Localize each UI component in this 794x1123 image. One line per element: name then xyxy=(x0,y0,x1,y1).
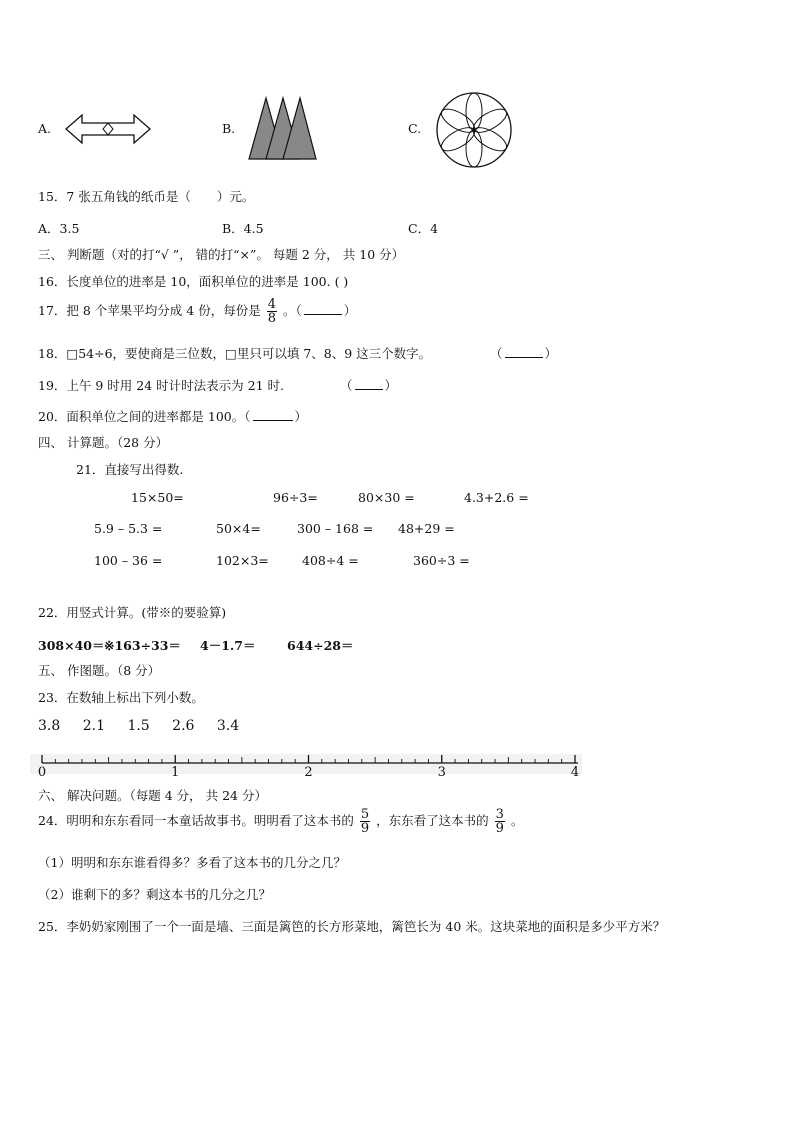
q16-text: 16．长度单位的进率是 10，面积单位的进率是 100. ( ) xyxy=(38,274,349,289)
option-a-label: A. xyxy=(38,121,52,136)
q23-decimals xyxy=(38,718,239,734)
q20 xyxy=(38,407,307,425)
section6-title: 六、 解决问题。（每题 4 分， 共 24 分） xyxy=(38,788,267,803)
q22-item-3: 4－1.7＝ xyxy=(200,638,256,653)
calc-r1c2: 96÷3= xyxy=(273,490,318,505)
tick-label-2: 2 xyxy=(304,765,313,780)
q24-frac1-den: 9 xyxy=(360,821,370,836)
q17-answer-blank[interactable] xyxy=(304,302,342,315)
circle-petals-figure xyxy=(434,90,514,170)
tick-label-3: 3 xyxy=(437,765,446,780)
option-c-label: C. xyxy=(408,121,422,136)
option-b-label: B. xyxy=(222,121,236,136)
q15-stem-before: 15．7 张五角钱的纸币是（ xyxy=(38,189,191,204)
q18-answer-blank[interactable] xyxy=(505,345,543,358)
q24-sub2: （2）谁剩下的多？剩这本书的几分之几？ xyxy=(38,887,271,902)
q20-answer-blank[interactable] xyxy=(253,408,293,421)
double-arrow-figure xyxy=(64,112,152,146)
q24-frac2-num: 3 xyxy=(495,807,504,822)
q18-answer xyxy=(490,344,557,362)
q25-text: 25．李奶奶家刚围了一个一面是墙、三面是篱笆的长方形菜地，篱笆长为 40 米。这块菜地的面积是多少平方米？ xyxy=(38,919,666,934)
q20-close: ） xyxy=(294,409,308,424)
q24 xyxy=(38,808,523,835)
section4-title: 四、 计算题。（28 分） xyxy=(38,435,169,450)
q19-text: 19．上午 9 时用 24 时计时法表示为 21 时. xyxy=(38,378,284,393)
q22-item-1: 308×40＝ xyxy=(38,638,105,653)
q19-answer-blank[interactable] xyxy=(355,377,383,390)
section5-title: 五、 作图题。（8 分） xyxy=(38,663,161,678)
calc-r3c1: 100 – 36 = xyxy=(94,553,163,568)
tick-label-0: 0 xyxy=(37,765,47,780)
decimal-5: 3.4 xyxy=(216,718,240,734)
q17-frac-num: 4 xyxy=(267,297,276,312)
calc-r2c2: 50×4= xyxy=(216,521,261,536)
tick-label-1: 1 xyxy=(171,765,180,780)
decimal-3: 1.5 xyxy=(127,718,150,734)
calc-r3c2: 102×3= xyxy=(216,553,269,568)
triangles-figure xyxy=(246,96,318,162)
q22-item-4: 644÷28＝ xyxy=(287,638,354,653)
q17-text-after: 。（ xyxy=(282,303,302,318)
q15-option-a: A．3.5 xyxy=(38,221,80,236)
q24-text-a: 24．明明和东东看同一本童话故事书。明明看了这本书的 xyxy=(38,813,354,828)
section3-title: 三、 判断题（对的打“√ ”， 错的打“×”。 每题 2 分， 共 10 分） xyxy=(38,247,405,262)
q24-frac2-den: 9 xyxy=(495,821,504,836)
q19-open: （ xyxy=(340,378,353,393)
q24-text-b: ，东东看了这本书的 xyxy=(376,813,489,828)
q18-close: ） xyxy=(544,346,558,361)
q15-option-b: B．4.5 xyxy=(222,221,264,236)
calc-r1c1: 15×50= xyxy=(131,490,184,505)
q22-title: 22．用竖式计算。(带※的要验算) xyxy=(38,605,227,620)
q19-close: ） xyxy=(384,378,398,393)
q24-frac1-num: 5 xyxy=(360,807,370,822)
calc-r1c4: 4.3+2.6 = xyxy=(464,490,529,505)
calc-r2c3: 300 – 168 = xyxy=(297,521,374,536)
q24-fraction-1 xyxy=(360,808,370,835)
q24-text-c: 。 xyxy=(510,813,524,828)
q23-title: 23．在数轴上标出下列小数。 xyxy=(38,690,204,705)
q24-sub1: （1）明明和东东谁看得多？多看了这本书的几分之几？ xyxy=(38,855,346,870)
calc-r3c3: 408÷4 = xyxy=(302,553,359,568)
calc-r1c3: 80×30 = xyxy=(358,490,415,505)
q24-fraction-2 xyxy=(495,808,505,835)
q15-stem xyxy=(38,187,254,205)
calc-r2c4: 48+29 = xyxy=(398,521,455,536)
q17-text-before: 17．把 8 个苹果平均分成 4 份，每份是 xyxy=(38,303,261,318)
q15-stem-after: ）元。 xyxy=(216,189,255,204)
q17-frac-den: 8 xyxy=(267,311,276,326)
decimal-2: 2.1 xyxy=(82,718,105,734)
q17-fraction xyxy=(267,298,277,325)
number-line[interactable] xyxy=(30,744,590,780)
q18-open: （ xyxy=(490,346,503,361)
q22-item-2: ※163÷33＝ xyxy=(104,638,181,653)
tick-label-4: 4 xyxy=(570,765,580,780)
q21-title: 21．直接写出得数. xyxy=(76,462,184,477)
decimal-1: 3.8 xyxy=(38,718,61,734)
q19-answer xyxy=(340,376,397,394)
q18-text: 18．□54÷6，要使商是三位数，□里只可以填 7、8、9 这三个数字。 xyxy=(38,346,432,361)
q17-close: ） xyxy=(343,303,357,318)
calc-r3c4: 360÷3 = xyxy=(413,553,470,568)
q17 xyxy=(38,298,356,325)
q20-text: 20．面积单位之间的进率都是 100。（ xyxy=(38,409,251,424)
q15-option-c: C．4 xyxy=(408,221,439,236)
calc-r2c1: 5.9 – 5.3 = xyxy=(94,521,163,536)
decimal-4: 2.6 xyxy=(172,718,195,734)
